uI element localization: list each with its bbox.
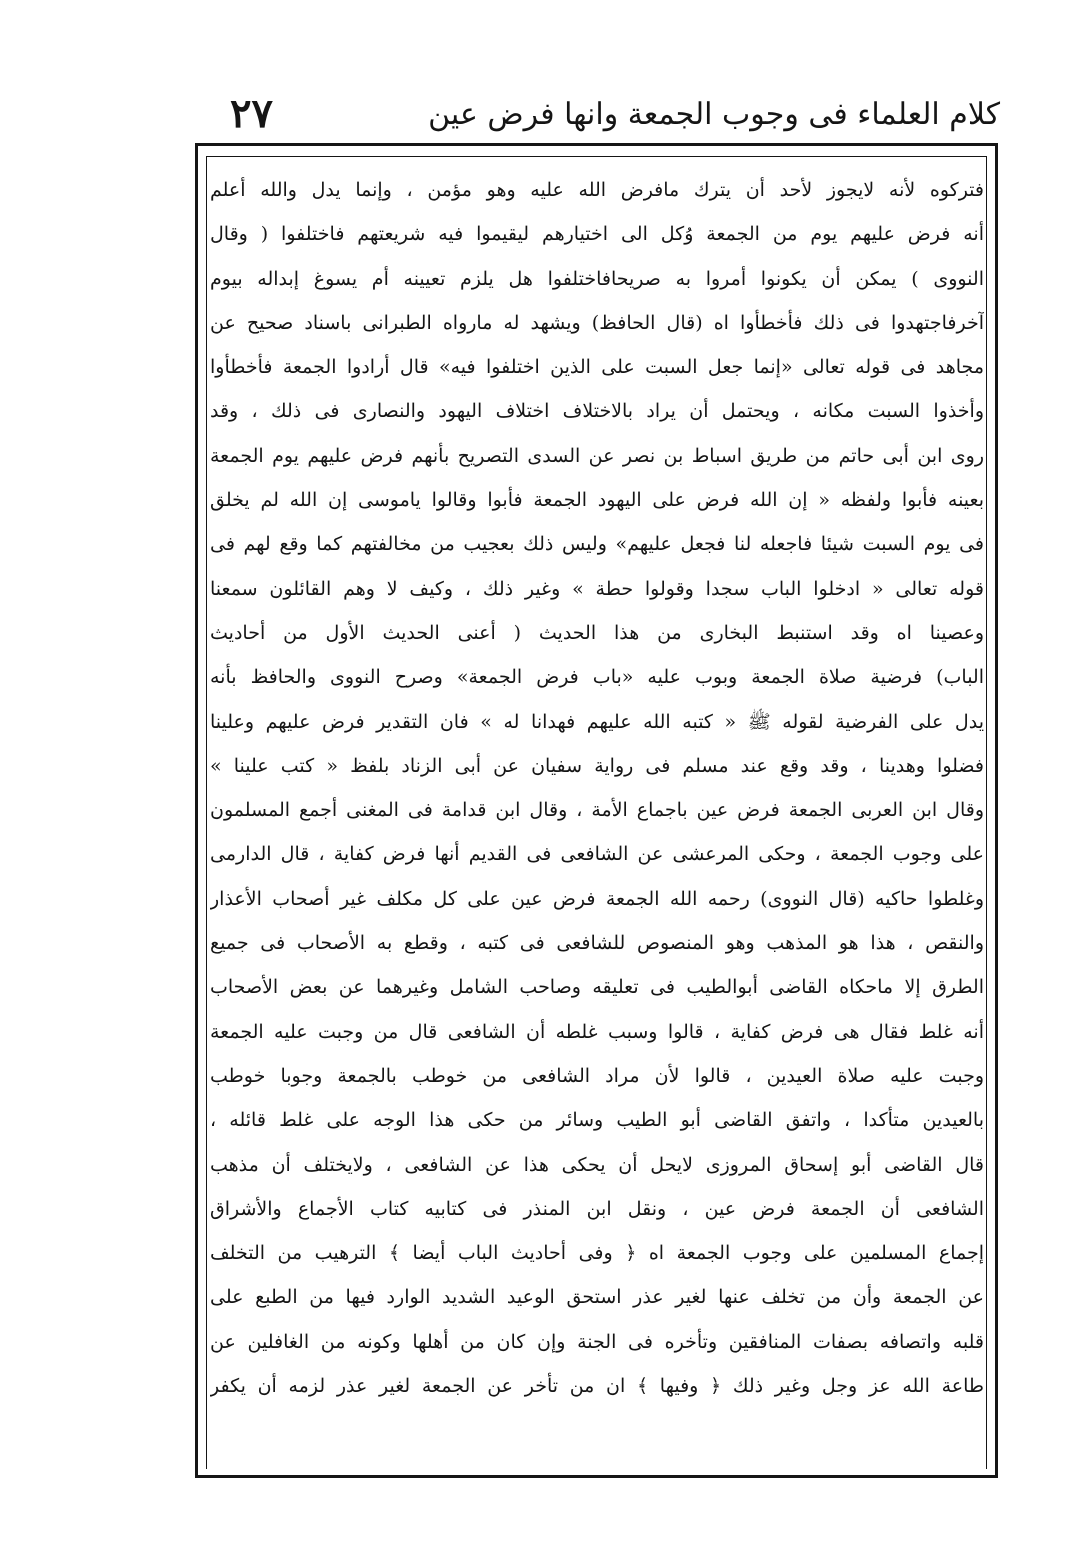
text-line: بعينه فأبوا ولفظه « إن الله فرض على اليهود الجمعة فأبوا وقالوا ياموسى إن الله لم يخلق xyxy=(210,489,984,512)
text-line: مجاهد فى قوله تعالى «إنما جعل السبت على الذين اختلفوا فيه» قال أرادوا الجمعة فأخطأوا xyxy=(210,356,984,379)
text-line: أنه غلط فقال هى فرض كفاية ، قالوا وسبب غلطه أن الشافعى قال من وجبت عليه الجمعة xyxy=(210,1020,984,1043)
text-line: فتركوه لأنه لايجوز لأحد أن يترك مافرض الله عليه وهو مؤمن ، وإنما يدل والله أعلم xyxy=(210,179,984,201)
text-line: عن الجمعة وأن من تخلف عنها لغير عذر استحق الوعيد الشديد الوارد فيها من الطبع على xyxy=(210,1286,984,1309)
running-title: كلام العلماء فى وجوب الجمعة وانها فرض عين xyxy=(428,97,1000,132)
text-line: بالعيدين متأكدا ، واتفق القاضى أبو الطيب وسائر من حكى هذا الوجه على غلط قائله ، xyxy=(210,1109,984,1132)
body-text xyxy=(210,168,984,1408)
text-line: إجماع المسلمين على وجوب الجمعة اه ﴿ وفى أحاديث الباب أيضا ﴾ الترهيب من التخلف xyxy=(210,1242,984,1265)
text-line: الشافعى أن الجمعة فرض عين ، ونقل ابن المنذر فى كتابيه كتاب الأجماع والأشراق xyxy=(210,1197,984,1220)
text-line: وأخذوا السبت مكانه ، ويحتمل أن يراد بالاختلاف اختلاف اليهود والنصارى فى ذلك ، وقد xyxy=(210,400,984,423)
page-number: ٢٧ xyxy=(230,90,273,137)
text-line: فى يوم السبت شيئا فاجعله لنا فجعل عليهم» وليس ذلك بعجيب من مخالفتهم كما وقع لهم فى xyxy=(210,533,984,556)
text-line: قوله تعالى « ادخلوا الباب سجدا وقولوا حطة » وغير ذلك ، وكيف لا وهم القائلون سمعنا xyxy=(210,577,984,600)
text-line: وقال ابن العربى الجمعة فرض عين باجماع الأمة ، وقال ابن قدامة فى المغنى أجمع المسلمون xyxy=(210,799,984,822)
text-line: فضلوا وهدينا ، وقد وقع عند مسلم فى رواية سفيان عن أبى الزناد بلفظ « كتب علينا » xyxy=(210,754,984,777)
text-line: آخرفاجتهدوا فى ذلك فأخطأوا اه (قال الحافظ) ويشهد له مارواه الطبرانى باسناد صحيح عن xyxy=(210,311,984,334)
text-line: وغلطوا حاكيه (قال النووى) رحمه الله الجمعة فرض عين على كل مكلف غير أصحاب الأعذار xyxy=(210,887,984,910)
text-line: والنقص ، هذا هو المذهب وهو المنصوص للشافعى فى كتبه ، وقطع به الأصحاب فى جميع xyxy=(210,932,984,955)
text-line: قال القاضى أبو إسحاق المروزى لايحل أن يحكى هذا عن الشافعى ، ولايختلف أن مذهب xyxy=(210,1153,984,1176)
text-line: الباب) فرضية صلاة الجمعة وبوب عليه «باب فرض الجمعة» وصرح النووى والحافظ بأنه xyxy=(210,666,984,689)
text-line: وجبت عليه صلاة العيدين ، قالوا لأن مراد الشافعى من خوطب بالجمعة وجوبا خوطب xyxy=(210,1064,984,1087)
text-line: وعصينا اه وقد استنبط البخارى من هذا الحديث ( أعنى الحديث الأول من أحاديث xyxy=(210,621,984,644)
text-line: طاعة الله عز وجل وغير ذلك ﴿ وفيها ﴾ ان من تأخر عن الجمعة لغير عذر لزمه أن يكفر xyxy=(210,1375,984,1398)
text-line: النووى ) يمكن أن يكونوا أمروا به صريحافاختلفوا هل يلزم تعيينه أم يسوغ إبداله بيوم xyxy=(210,267,984,290)
text-line: يدل على الفرضية لقوله ﷺ « كتبه الله عليهم فهدانا له » فان التقدير فرض عليهم وعلينا xyxy=(210,710,984,733)
page-header xyxy=(200,84,1000,144)
text-line: أنه فرض عليهم يوم من الجمعة وُكل الى اختيارهم ليقيموا فيه شريعتهم فاختلفوا ( وقال xyxy=(210,223,984,246)
text-line: على وجوب الجمعة ، وحكى المرعشى عن الشافعى فى القديم أنها فرض كفاية ، قال الدارمى xyxy=(210,843,984,866)
text-line: روى ابن أبى حاتم من طريق اسباط بن نصر عن السدى التصريح بأنهم فرض عليهم يوم الجمعة xyxy=(210,444,984,467)
text-line: الطرق إلا ماحكاه القاضى أبوالطيب فى تعليقه وصاحب الشامل وغيرهما عن بعض الأصحاب xyxy=(210,976,984,999)
text-line: قلبه واتصافه بصفات المنافقين وتأخره فى الجنة وإن كان من أهلها وكونه من الغافلين عن xyxy=(210,1330,984,1353)
